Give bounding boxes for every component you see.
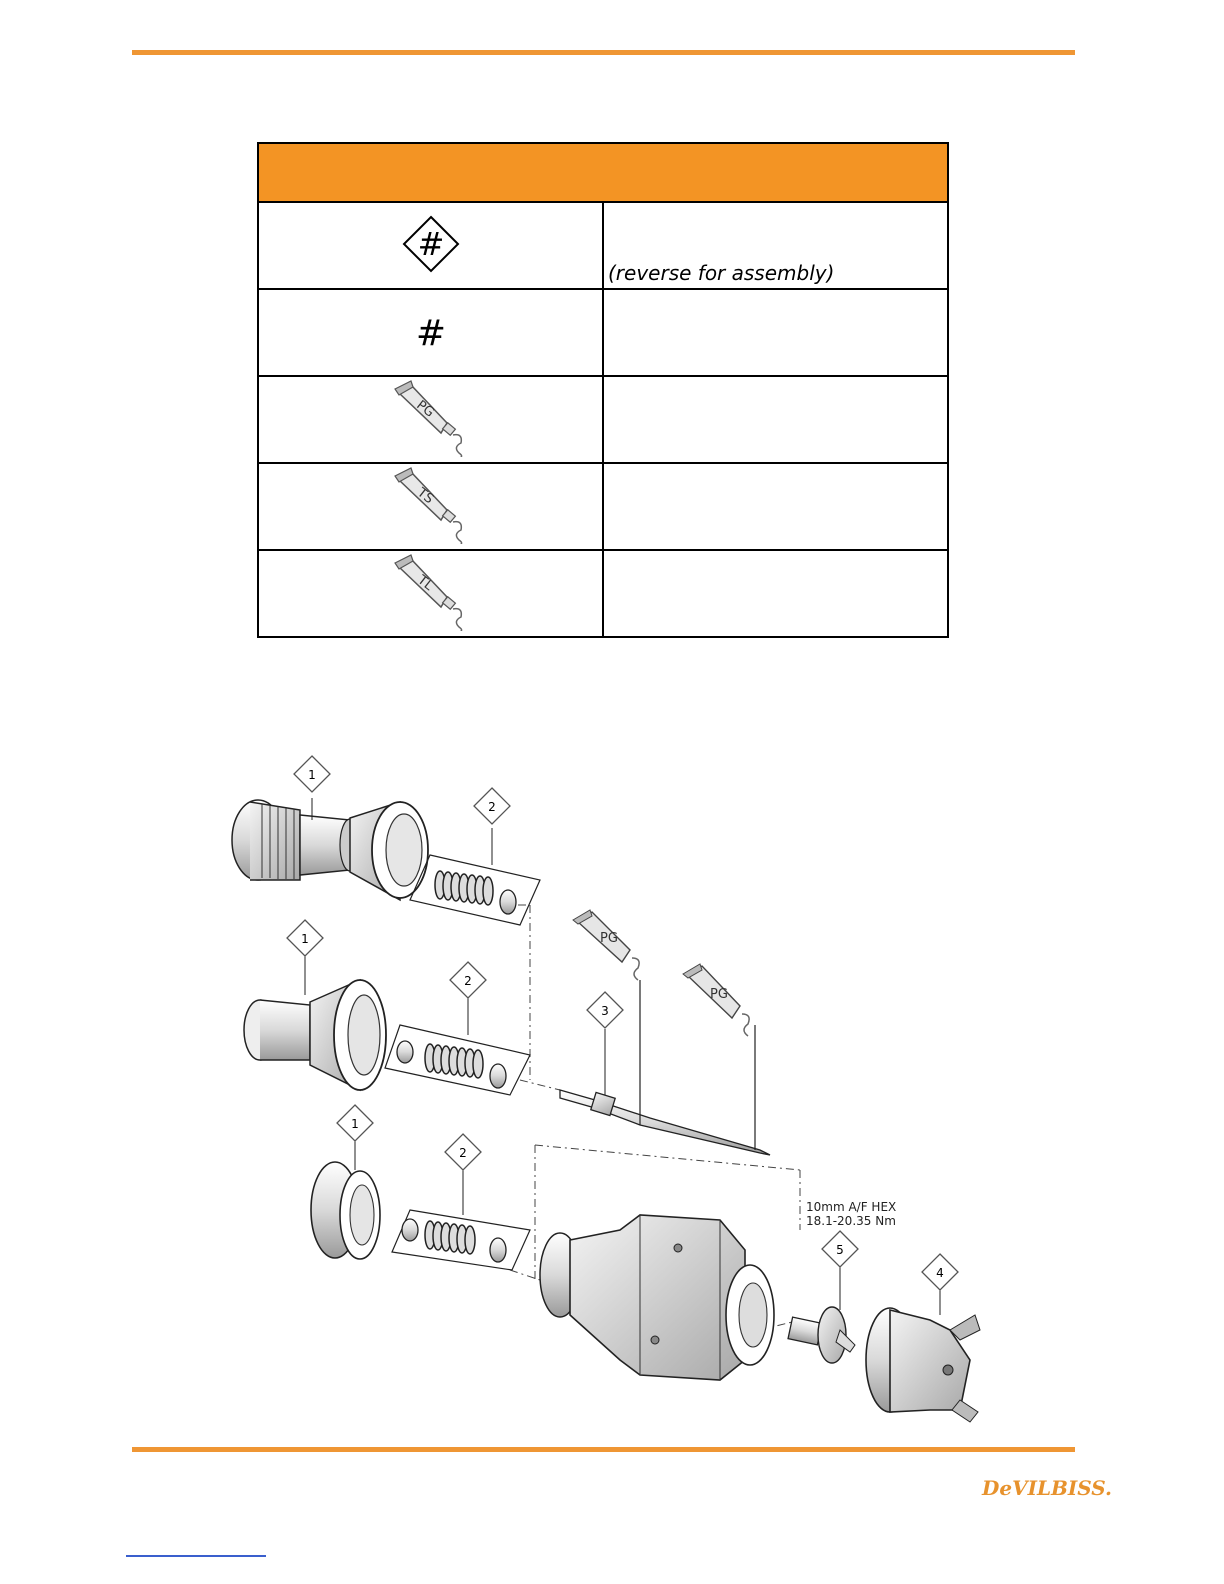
- callout-1-top: [294, 756, 330, 792]
- callout-2-middle: [450, 962, 486, 998]
- callout-2-bottom: [445, 1134, 481, 1170]
- tube-label: TL: [414, 572, 436, 594]
- torque-note: [806, 1200, 896, 1228]
- legend-text-cell: [603, 550, 948, 637]
- number-icon: [406, 306, 456, 356]
- legend-row: [258, 376, 948, 463]
- svg-text:4: 4: [936, 1266, 944, 1280]
- gun-head-body: [540, 1215, 774, 1380]
- legend-icon-cell: [258, 376, 603, 463]
- legend-row: [258, 550, 948, 637]
- legend-text-cell: [603, 202, 948, 289]
- torque-note-line2: 18.1-20.35 Nm: [806, 1214, 896, 1228]
- callout-2-top: [474, 788, 510, 824]
- knurled-knob: [232, 800, 300, 880]
- legend-row: [258, 202, 948, 289]
- svg-text:2: 2: [488, 800, 496, 814]
- footer-link-underline[interactable]: [126, 1555, 266, 1557]
- legend-header-cell: [258, 143, 948, 202]
- tube-label: PG: [600, 931, 618, 946]
- legend-header-row: [258, 143, 948, 202]
- tube-label: PG: [710, 987, 728, 1002]
- grease-tube-pg-icon: [391, 379, 471, 457]
- air-valve-assembly-bottom: [311, 1162, 380, 1259]
- legend-text-cell: [603, 376, 948, 463]
- legend-row: [258, 463, 948, 550]
- footer-rule: [132, 1447, 1075, 1452]
- callout-3: [587, 992, 623, 1028]
- spring-kit-middle: [385, 1025, 530, 1095]
- spring-kit-top: [410, 855, 540, 925]
- diamond-number-icon: [401, 214, 461, 274]
- legend-icon-cell: [258, 550, 603, 637]
- air-valve-assembly-middle: [244, 980, 386, 1090]
- tube-label: TS: [413, 484, 436, 507]
- legend-icon-cell: [258, 202, 603, 289]
- svg-text:2: 2: [459, 1146, 467, 1160]
- svg-text:1: 1: [301, 932, 309, 946]
- spring-kit-bottom: [392, 1210, 530, 1270]
- trademark-mark: .: [1105, 1476, 1112, 1500]
- header-rule: [132, 50, 1075, 55]
- svg-text:1: 1: [308, 768, 316, 782]
- grease-tube-ts-icon: [391, 466, 471, 544]
- fluid-tip: [788, 1307, 855, 1363]
- callout-1-bottom: [337, 1105, 373, 1141]
- legend-table: [257, 142, 949, 638]
- torque-note-line1: 10mm A/F HEX: [806, 1200, 897, 1214]
- legend-icon-cell: [258, 463, 603, 550]
- exploded-parts-diagram: [200, 740, 990, 1430]
- devilbiss-logo: [982, 1476, 1112, 1500]
- callout-4: [922, 1254, 958, 1290]
- grease-tube-tl-icon: [391, 553, 471, 631]
- diamond-number-glyph: #: [417, 224, 444, 263]
- legend-text-cell: [603, 289, 948, 376]
- number-glyph: #: [415, 312, 446, 354]
- svg-text:2: 2: [464, 974, 472, 988]
- legend-icon-cell: [258, 289, 603, 376]
- air-valve-assembly-top: [232, 800, 428, 900]
- grease-tube-pg-2: [683, 964, 749, 1036]
- air-cap: [866, 1308, 980, 1422]
- svg-text:3: 3: [601, 1004, 609, 1018]
- tube-label: PG: [412, 397, 437, 421]
- callout-1-middle: [287, 920, 323, 956]
- reverse-assembly-note: (reverse for assembly): [608, 261, 835, 285]
- callout-5: [822, 1231, 858, 1267]
- grease-tube-pg-1: [573, 910, 639, 980]
- svg-text:5: 5: [836, 1243, 844, 1257]
- brand-name: DeVILBISS: [982, 1476, 1105, 1500]
- legend-row: [258, 289, 948, 376]
- legend-text-cell: [603, 463, 948, 550]
- svg-text:1: 1: [351, 1117, 359, 1131]
